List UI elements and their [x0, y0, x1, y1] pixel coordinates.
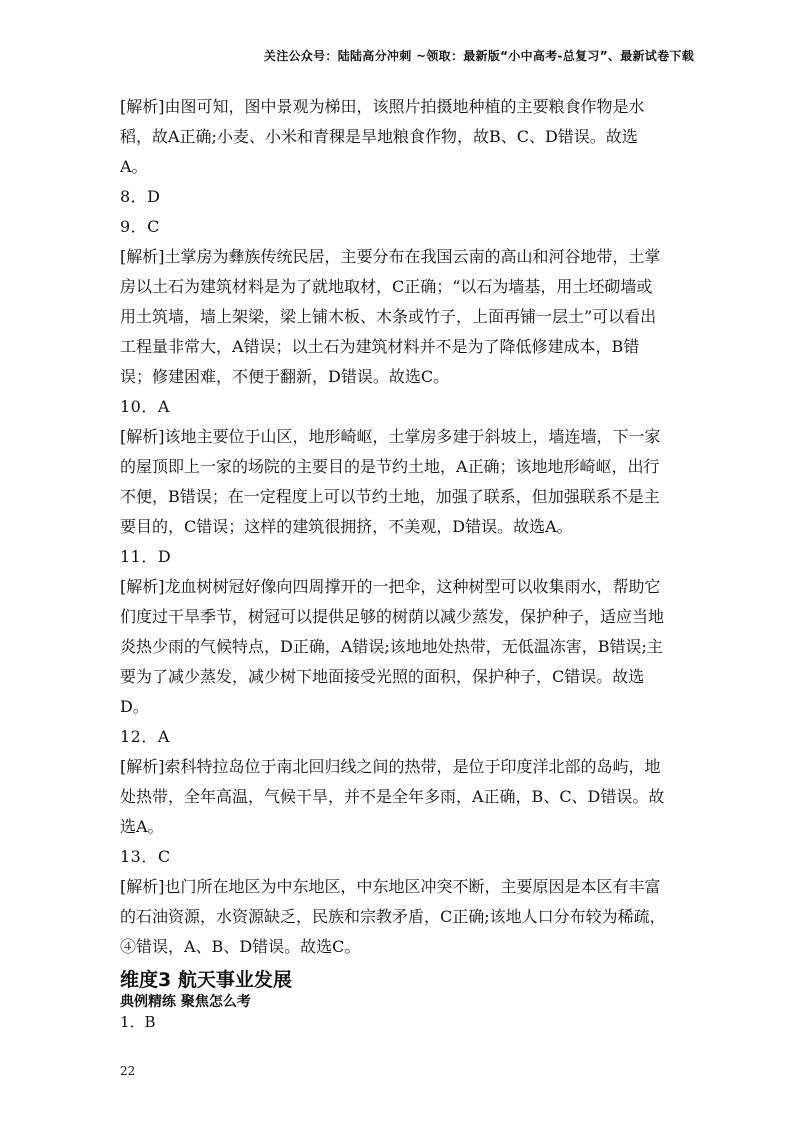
first-answer: 1．B [120, 1013, 156, 1031]
answer-key: 12．A [120, 727, 170, 746]
explanation-line: ④错误，A、B、D错误。故选C。 [120, 937, 361, 956]
answer-block [120, 212, 690, 242]
explanation-line: 炎热少雨的气候特点，D正确，A错误;该地地处热带，无低温冻害，B错误;主 [120, 637, 663, 656]
answer-block [120, 752, 690, 842]
explanation-line: 要为了减少蒸发，减少树下地面接受光照的面积，保护种子，C错误。故选 [120, 667, 645, 686]
explanation-line: 的石油资源，水资源缺乏，民族和宗教矛盾，C正确;该地人口分布较为稀疏， [120, 907, 666, 926]
answer-block [120, 392, 690, 422]
explanation-line: 不便，B错误；在一定程度上可以节约土地，加强了联系，但加强联系不是主 [120, 487, 660, 506]
section-subtitle: 典例精练 聚焦怎么考 [120, 994, 251, 1010]
explanation-line: [解析]也门所在地区为中东地区，中东地区冲突不断，主要原因是本区有丰富 [120, 877, 661, 896]
explanation-line: 们度过干旱季节，树冠可以提供足够的树荫以减少蒸发，保护种子，适应当地 [120, 607, 665, 626]
answer-block [120, 182, 690, 212]
explanation-line: [解析]索科特拉岛位于南北回归线之间的热带，是位于印度洋北部的岛屿，地 [120, 757, 661, 776]
answer-block [120, 542, 690, 572]
answer-block [120, 422, 690, 542]
explanation-line: 房以土石为建筑材料是为了就地取材，C正确；“以石为墙基，用土坯砌墙或 [120, 277, 653, 296]
answer-key: 11．D [120, 547, 172, 566]
explanation-line: [解析]由图可知，图中景观为梯田，该照片拍摄地种植的主要粮食作物是水 [120, 97, 645, 116]
explanation-line: 用土筑墙，墙上架梁，梁上铺木板、木条或竹子，上面再铺一层土”可以看出 [120, 307, 657, 326]
answer-block [120, 572, 690, 722]
answer-block [120, 872, 690, 962]
explanation-line: D。 [120, 697, 149, 716]
answer-block [120, 842, 690, 872]
explanation-line: [解析]该地主要位于山区，地形崎岖，土掌房多建于斜坡上，墙连墙，下一家 [120, 427, 661, 446]
answer-content [120, 92, 690, 1033]
answer-key: 8．D [120, 187, 161, 206]
answer-key: 9．C [120, 217, 160, 236]
answer-block [120, 242, 690, 392]
explanation-line: 的屋顶即上一家的场院的主要目的是节约土地，A正确；该地地形崎岖，出行 [120, 457, 660, 476]
explanation-line: [解析]土掌房为彝族传统民居，主要分布在我国云南的高山和河谷地带，土掌 [120, 247, 661, 266]
answer-key: 10．A [120, 397, 170, 416]
explanation-line: [解析]龙血树树冠好像向四周撑开的一把伞，这种树型可以收集雨水，帮助它 [120, 577, 661, 596]
page-number: 22 [120, 1064, 136, 1078]
answer-block [120, 92, 690, 182]
answer-list [120, 92, 690, 962]
section-title: 维度3 航天事业发展 [120, 969, 292, 991]
explanation-line: 要目的，C错误；这样的建筑很拥挤，不美观，D错误。故选A。 [120, 517, 573, 536]
explanation-line: A。 [120, 157, 148, 176]
explanation-line: 选A。 [120, 817, 164, 836]
explanation-line: 工程量非常大，A错误；以土石为建筑材料并不是为了降低修建成本，B错 [120, 337, 640, 356]
answer-block [120, 722, 690, 752]
explanation-line: 误；修建困难，不便于翻新，D错误。故选C。 [120, 367, 450, 386]
answer-key: 13．C [120, 847, 171, 866]
explanation-line: 处热带，全年高温，气候干旱，并不是全年多雨，A正确，B、C、D错误。故 [120, 787, 665, 806]
page-header: 关注公众号：陆陆高分冲刺 ~领取：最新版“小中高考-总复习”、最新试卷下载 [263, 49, 694, 63]
explanation-line: 稻，故A正确;小麦、小米和青稞是旱地粮食作物，故B、C、D错误。故选 [120, 127, 638, 146]
